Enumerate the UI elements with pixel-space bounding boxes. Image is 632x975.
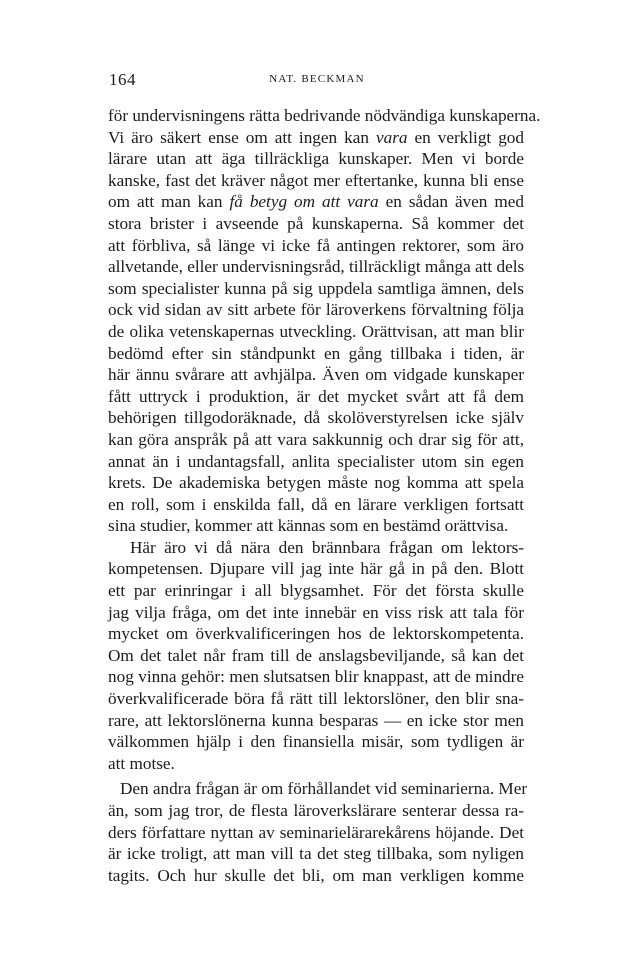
- text-line: att motse.: [108, 753, 175, 773]
- text-line: fått uttryck i produktion, är det mycket svårt att få dem: [108, 386, 524, 406]
- emphasis: vara: [375, 127, 408, 147]
- text-line: sina studier, kommer att kännas som en bestämd orättvisa.: [108, 516, 509, 536]
- text-line: här ännu svårare att avhjälpa. Även om vidgade kunskaper: [108, 365, 524, 385]
- text-line: välkommen hjälp i den finansiella misär, som tydligen är: [108, 732, 524, 752]
- text-line: lärare utan att äga tillräckliga kunskaper. Men vi borde: [108, 149, 524, 169]
- body-text: [108, 105, 541, 886]
- text-line: allvetande, eller undervisningsråd, tillräckligt många att dels: [108, 257, 525, 277]
- paragraph-start-line: Den andra frågan är om förhållandet vid seminarierna. Mer: [120, 779, 528, 799]
- text-line: överkvalificerade böra få rätt till lektorslöner, den blir sna-: [108, 689, 524, 709]
- text-line: om att man kan få betyg om att vara en sådan även med: [108, 192, 524, 212]
- text-line: Vi äro säkert ense om att ingen kan vara en verkligt god: [108, 127, 524, 147]
- paragraph-start-line: Här äro vi då nära den brännbara frågan om lektors-: [130, 537, 524, 557]
- text-line: Om det talet når fram till de anslagsbeviljande, så kan det: [108, 645, 524, 665]
- text-line: jag vilja fråga, om det inte innebär en viss risk att tala för: [108, 602, 524, 622]
- running-title: NAT. BECKMAN: [269, 73, 365, 85]
- text-line: rare, att lektorslönerna kunna besparas — en icke stor men: [108, 710, 524, 730]
- text-line: att förbliva, så länge vi icke få antingen rektorer, som äro: [108, 235, 524, 255]
- text-line: de olika vetenskapernas utveckling. Orättvisan, att man blir: [108, 321, 524, 341]
- text-line: som specialister kunna på sig uppdela samtliga ämnen, dels: [108, 278, 524, 298]
- text-line: behörigen tillgodoräknade, då skolöverstyrelsen icke själv: [108, 408, 524, 428]
- text-line: kompetensen. Djupare vill jag inte här gå in på den. Blott: [108, 559, 524, 579]
- text-line: annat än i undantagsfall, anlita specialister utom sin egen: [108, 451, 524, 471]
- text-line: mycket om överkvalificeringen hos de lektorskompetenta.: [108, 624, 524, 644]
- running-head: [109, 70, 525, 90]
- text-line: stora brister i avseende på kunskaperna. Så kommer det: [108, 213, 524, 233]
- text-line: kanske, fast det kräver något mer eftertanke, kunna bli ense: [108, 170, 524, 190]
- text-line: än, som jag tror, de flesta läroverkslärare senterar dessa ra-: [108, 801, 524, 820]
- text-line: nog vinna gehör: men slutsatsen blir knappast, att de mindre: [108, 667, 524, 687]
- text-line: ders författare nyttan av seminarielärarekårens höjande. Det: [108, 822, 524, 842]
- text-line: tagits. Och hur skulle det bli, om man verkligen komme: [108, 865, 524, 885]
- text-line: en roll, som i enskilda fall, då en lärare verkligen fortsatt: [108, 494, 524, 514]
- text-line: ett par erinringar i all blygsamhet. För det första skulle: [108, 581, 524, 601]
- text-line: ock vid sidan av sitt arbete för läroverkens förvaltning följa: [108, 300, 524, 320]
- text-line: kan göra anspråk på att vara sakkunnig och drar sig för att,: [108, 429, 524, 449]
- text-line: bedömd efter sin ståndpunkt en gång tillbaka i tiden, är: [108, 343, 524, 363]
- text-line: är icke troligt, att man vill ta det steg tillbaka, som nyligen: [108, 844, 524, 864]
- text-line: krets. De akademiska betygen måste nog komma att spela: [108, 473, 524, 493]
- text-line: för undervisningens rätta bedrivande nödvändiga kunskaperna.: [108, 106, 541, 125]
- emphasis: få betyg om att vara: [229, 192, 379, 212]
- page-number: 164: [109, 70, 136, 89]
